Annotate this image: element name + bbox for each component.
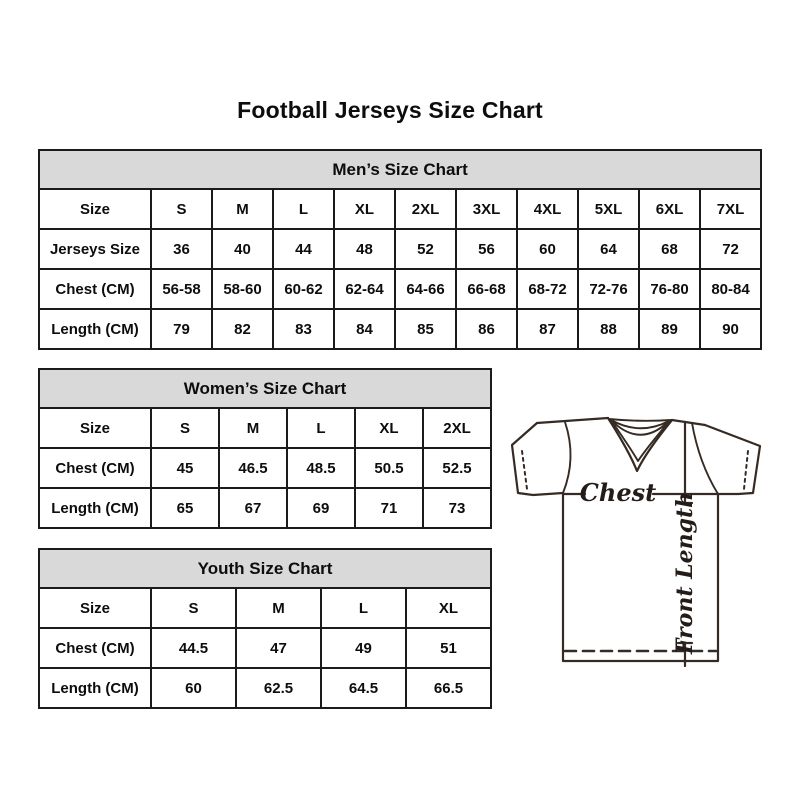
cell: 45 xyxy=(151,448,219,488)
cell: 4XL xyxy=(517,189,578,229)
cell: 48 xyxy=(334,229,395,269)
cell: 72-76 xyxy=(578,269,639,309)
front-length-label: Front Length xyxy=(672,491,698,655)
cell: 40 xyxy=(212,229,273,269)
cell: 44.5 xyxy=(151,628,236,668)
cell: 72 xyxy=(700,229,761,269)
mens-table-title: Men’s Size Chart xyxy=(39,150,761,189)
row-label: Chest (CM) xyxy=(39,269,151,309)
table-row xyxy=(39,588,491,628)
cell: M xyxy=(219,408,287,448)
cell: XL xyxy=(355,408,423,448)
cell: 62-64 xyxy=(334,269,395,309)
cell: 50.5 xyxy=(355,448,423,488)
cell: 64-66 xyxy=(395,269,456,309)
cell: 64 xyxy=(578,229,639,269)
cell: 66-68 xyxy=(456,269,517,309)
row-label: Jerseys Size xyxy=(39,229,151,269)
cell: 86 xyxy=(456,309,517,349)
table-row xyxy=(39,269,761,309)
cell: 60 xyxy=(151,668,236,708)
cell: S xyxy=(151,189,212,229)
right-cuff-stitch-line xyxy=(744,451,748,489)
page-title: Football Jerseys Size Chart xyxy=(237,97,543,123)
row-label: Length (CM) xyxy=(39,668,151,708)
cell: 5XL xyxy=(578,189,639,229)
cell: 58-60 xyxy=(212,269,273,309)
table-row xyxy=(39,628,491,668)
row-label: Chest (CM) xyxy=(39,628,151,668)
cell: 84 xyxy=(334,309,395,349)
cell: 49 xyxy=(321,628,406,668)
cell: 47 xyxy=(236,628,321,668)
table-row xyxy=(39,189,761,229)
row-label: Size xyxy=(39,588,151,628)
left-cuff-stitch-line xyxy=(522,451,527,489)
table-row xyxy=(39,229,761,269)
cell: XL xyxy=(334,189,395,229)
cell: 89 xyxy=(639,309,700,349)
cell: 3XL xyxy=(456,189,517,229)
row-label: Length (CM) xyxy=(39,309,151,349)
table-row xyxy=(39,309,761,349)
cell: 90 xyxy=(700,309,761,349)
collar-back-line xyxy=(609,419,671,421)
cell: 73 xyxy=(423,488,491,528)
cell: M xyxy=(212,189,273,229)
cell: 71 xyxy=(355,488,423,528)
cell: 62.5 xyxy=(236,668,321,708)
cell: 56-58 xyxy=(151,269,212,309)
cell: L xyxy=(287,408,355,448)
chest-label: Chest xyxy=(579,478,657,507)
cell: 2XL xyxy=(423,408,491,448)
cell: 82 xyxy=(212,309,273,349)
row-label: Chest (CM) xyxy=(39,448,151,488)
cell: 7XL xyxy=(700,189,761,229)
jersey-right-sleeve xyxy=(705,425,760,494)
cell: 67 xyxy=(219,488,287,528)
cell: 44 xyxy=(273,229,334,269)
cell: XL xyxy=(406,588,491,628)
youth-size-table xyxy=(38,548,492,709)
row-label: Size xyxy=(39,408,151,448)
table-title-row xyxy=(39,150,761,189)
mens-size-table xyxy=(38,149,762,350)
cell: 79 xyxy=(151,309,212,349)
cell: 51 xyxy=(406,628,491,668)
cell: 88 xyxy=(578,309,639,349)
table-row xyxy=(39,408,491,448)
cell: 6XL xyxy=(639,189,700,229)
table-row xyxy=(39,488,491,528)
cell: L xyxy=(273,189,334,229)
womens-table-title: Women’s Size Chart xyxy=(39,369,491,408)
cell: 68 xyxy=(639,229,700,269)
cell: L xyxy=(321,588,406,628)
womens-size-table xyxy=(38,368,492,529)
cell: S xyxy=(151,588,236,628)
row-label: Length (CM) xyxy=(39,488,151,528)
cell: 60 xyxy=(517,229,578,269)
cell: 52 xyxy=(395,229,456,269)
cell: 36 xyxy=(151,229,212,269)
cell: S xyxy=(151,408,219,448)
cell: 48.5 xyxy=(287,448,355,488)
cell: 80-84 xyxy=(700,269,761,309)
table-row xyxy=(39,448,491,488)
cell: 83 xyxy=(273,309,334,349)
cell: 87 xyxy=(517,309,578,349)
youth-table-title: Youth Size Chart xyxy=(39,549,491,588)
cell: 66.5 xyxy=(406,668,491,708)
cell: 69 xyxy=(287,488,355,528)
cell: 56 xyxy=(456,229,517,269)
cell: 64.5 xyxy=(321,668,406,708)
cell: 52.5 xyxy=(423,448,491,488)
cell: 65 xyxy=(151,488,219,528)
left-armhole-seam xyxy=(563,422,571,493)
right-armhole-seam xyxy=(692,423,718,494)
table-title-row xyxy=(39,369,491,408)
cell: M xyxy=(236,588,321,628)
cell: 68-72 xyxy=(517,269,578,309)
cell: 76-80 xyxy=(639,269,700,309)
cell: 85 xyxy=(395,309,456,349)
table-row xyxy=(39,668,491,708)
cell: 46.5 xyxy=(219,448,287,488)
cell: 60-62 xyxy=(273,269,334,309)
row-label: Size xyxy=(39,189,151,229)
cell: 2XL xyxy=(395,189,456,229)
table-title-row xyxy=(39,549,491,588)
jersey-diagram xyxy=(505,403,775,677)
jersey-left-sleeve xyxy=(512,423,563,495)
